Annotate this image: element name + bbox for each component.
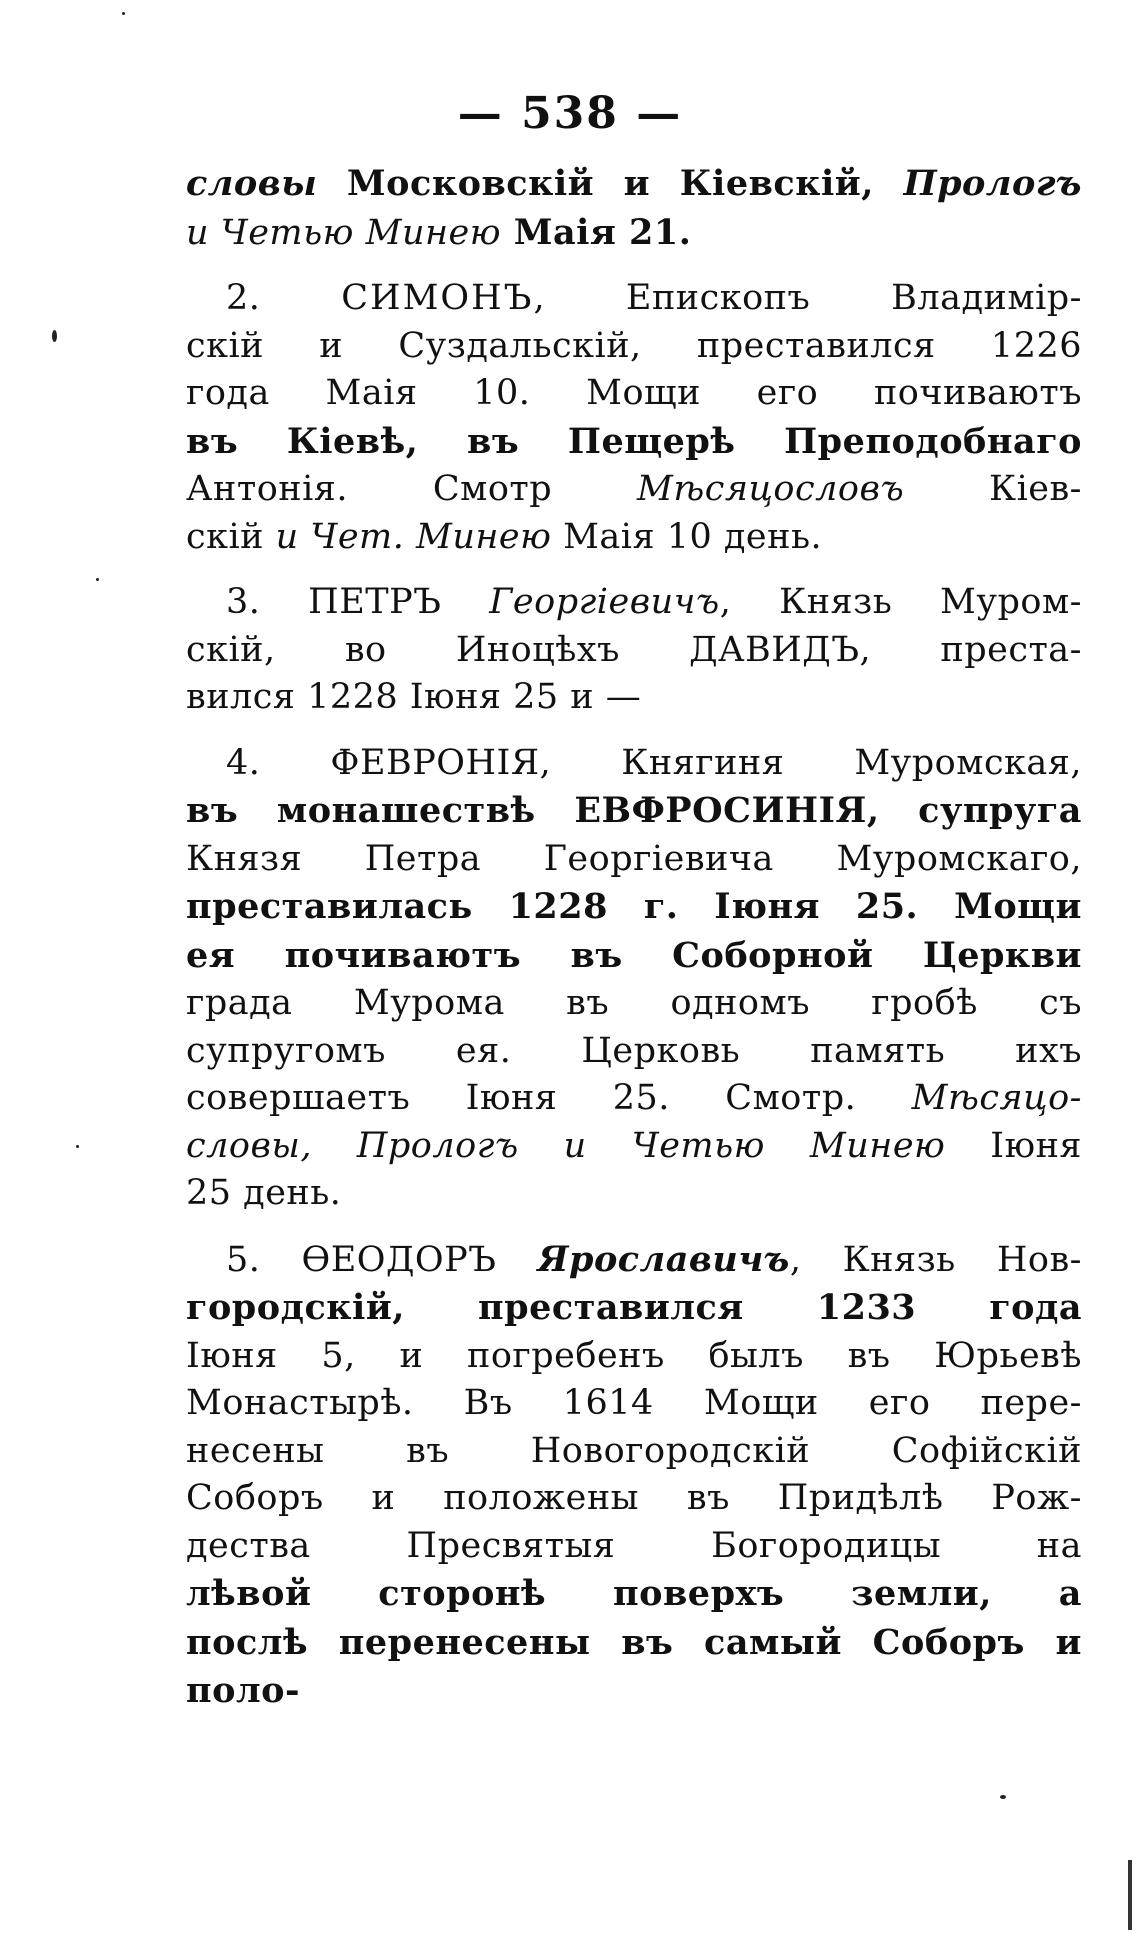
text-line: [186, 370, 1082, 418]
text-run: СИМОНЪ: [341, 278, 534, 318]
text-run: супругомъ ея. Церковь память ихъ: [186, 1030, 1082, 1071]
text-run: 2.: [226, 278, 342, 318]
text-run: Соборъ и положены въ Придѣлѣ Рож-: [186, 1478, 1082, 1518]
text-run: Іюня: [945, 1125, 1082, 1166]
text-line: [186, 674, 1082, 722]
text-line: [186, 1236, 1082, 1285]
text-run: 25 день.: [186, 1173, 342, 1213]
text-run: Іюня 5, и погребенъ былъ въ Юрьевѣ: [186, 1335, 1082, 1376]
text-run: Московскій и Кіевскій,: [317, 163, 904, 204]
text-line: [186, 627, 1082, 675]
text-run: Антонія. Смотр: [186, 469, 637, 509]
text-run: лѣвой сторонѣ поверхъ земли, а: [186, 1573, 1082, 1614]
text-run: 3. ПЕТРЪ: [226, 582, 490, 622]
text-line: [186, 275, 1082, 323]
text-line: [186, 1570, 1082, 1619]
text-run: , Князь Нов-: [789, 1239, 1082, 1280]
scan-speck: [52, 330, 57, 342]
text-run: Маія 10 день.: [551, 516, 823, 557]
page-number: — 538 —: [457, 88, 683, 139]
text-run: Георгіевичъ: [489, 582, 720, 622]
text-run: Князя Петра Георгіевича Муромскаго,: [186, 838, 1082, 879]
text-run: Прологъ: [903, 163, 1082, 204]
text-run: , Князь Муром-: [719, 582, 1082, 622]
text-line: [186, 1284, 1082, 1333]
text-line: [186, 1075, 1082, 1123]
text-line: [186, 1428, 1082, 1476]
text-line: [186, 1123, 1082, 1171]
text-line: [186, 1523, 1082, 1571]
text-line: [186, 209, 1082, 258]
text-line: [186, 1619, 1082, 1716]
text-line: [186, 932, 1082, 981]
scan-speck: [96, 578, 99, 581]
paragraph-p5: [186, 1236, 1082, 1716]
paragraph-p4: [186, 740, 1082, 1218]
text-run: скій и Суздальскій, преставился 1226: [186, 325, 1082, 366]
text-line: [186, 883, 1082, 932]
text-line: [186, 1380, 1082, 1428]
text-line: [186, 1475, 1082, 1523]
text-line: [186, 1170, 1082, 1218]
page-edge-mark: [1128, 1860, 1132, 1930]
text-line: [186, 836, 1082, 884]
text-run: 4. ФЕВРОНІЯ, Княгиня Муромская,: [226, 742, 1082, 783]
text-run: Монастырѣ. Въ 1614 Мощи его пере-: [186, 1383, 1082, 1423]
text-run: Мѣсяцословъ: [637, 469, 905, 509]
text-run: , Епископъ Владимір-: [533, 278, 1082, 318]
text-run: совершаетъ Іюня 25. Смотр.: [186, 1078, 912, 1118]
text-run: 5. ѲЕОДОРЪ: [226, 1239, 538, 1280]
text-line: [186, 980, 1082, 1028]
text-run: въ Кіевѣ, въ Пещерѣ Преподобнаго: [186, 420, 1082, 462]
text-line: [186, 1333, 1082, 1381]
text-run: словы, Прологъ и Четью Минею: [186, 1125, 946, 1166]
text-run: вился 1228 Іюня 25 и —: [186, 677, 642, 717]
text-line: [186, 579, 1082, 627]
scan-speck: [76, 1145, 79, 1148]
text-run: преставилась 1228 г. Іюня 25. Мощи: [186, 886, 1082, 927]
text-run: несены въ Новогородскій Софійскій: [186, 1430, 1082, 1471]
text-run: Ярославичъ: [537, 1238, 790, 1280]
text-run: Кіев-: [904, 469, 1083, 509]
text-run: ея почиваютъ въ Соборной Церкви: [186, 934, 1082, 976]
text-run: послѣ перенесены въ самый Соборъ и поло-: [186, 1621, 1082, 1711]
text-run: въ монашествѣ ЕВФРОСИНІЯ, супруга: [186, 790, 1082, 831]
text-run: Мѣсяцо-: [911, 1078, 1082, 1118]
text-run: скій, во Иноцѣхъ ДАВИДЪ, преста-: [186, 629, 1082, 670]
text-line: [186, 740, 1082, 788]
text-run: года Маія 10. Мощи его почиваютъ: [186, 373, 1082, 413]
paragraph-p2: [186, 275, 1082, 561]
body-text: [186, 160, 1082, 1716]
scan-speck: [1000, 1795, 1006, 1799]
text-run: Маія 21.: [501, 211, 692, 253]
text-line: [186, 323, 1082, 371]
text-line: [186, 787, 1082, 836]
text-line: [186, 514, 1082, 562]
text-line: [186, 418, 1082, 467]
text-run: дества Пресвятыя Богородицы на: [186, 1525, 1082, 1566]
text-run: и Чет. Минею: [275, 516, 552, 557]
text-line: [186, 160, 1082, 209]
text-run: городскій, преставился 1233 года: [186, 1287, 1082, 1328]
text-run: града Мурома въ одномъ гробѣ съ: [186, 983, 1082, 1023]
text-run: словы: [186, 163, 318, 204]
text-line: [186, 466, 1082, 514]
text-run: и Четью Минею: [186, 212, 502, 253]
paragraph-p3: [186, 579, 1082, 722]
scan-speck: [122, 12, 125, 15]
text-line: [186, 1028, 1082, 1076]
paragraph-p1: [186, 160, 1082, 257]
text-run: скій: [186, 516, 276, 557]
